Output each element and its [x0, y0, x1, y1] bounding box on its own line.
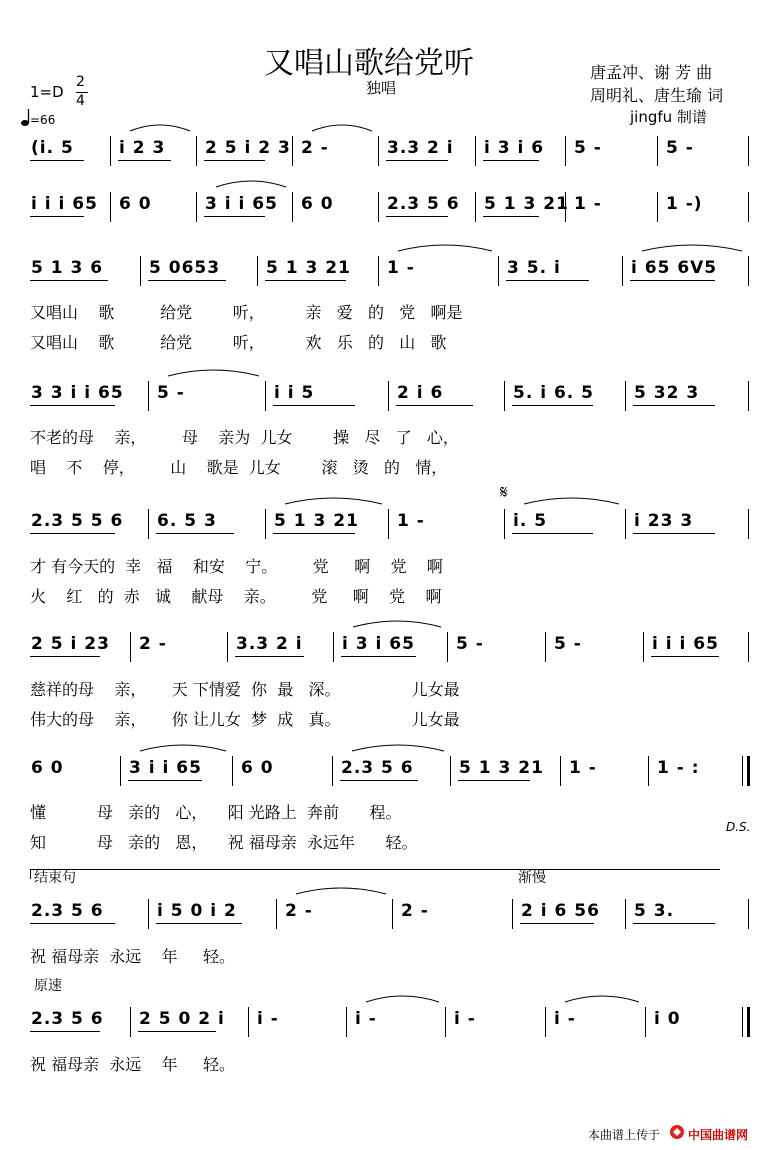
barline: [622, 256, 623, 286]
measure: 3.3 2 i: [236, 634, 303, 654]
slur-mark: [565, 993, 639, 1003]
slur-mark: [130, 122, 190, 132]
barline: [110, 136, 111, 166]
slur-mark: [642, 242, 742, 252]
measure: 3 3 i i 65: [31, 383, 124, 403]
barline: [748, 509, 749, 539]
beam-line: [156, 533, 234, 534]
beam-line: [118, 160, 171, 161]
barline: [498, 256, 499, 286]
measure: 3 5. i: [507, 258, 561, 278]
measure: 5 1 3 21: [484, 194, 569, 214]
beam-line: [512, 533, 593, 534]
barline: [445, 1007, 446, 1037]
measure: 3 i i 65: [205, 194, 278, 214]
tempo-change-label: 渐慢: [518, 870, 546, 886]
site-logo-icon: [668, 1124, 686, 1140]
measure: (i. 5: [31, 138, 74, 158]
barline: [248, 1007, 249, 1037]
beam-line: [506, 280, 589, 281]
measure: 5. i 6. 5: [513, 383, 594, 403]
barline: [196, 192, 197, 222]
measure: 5 -: [574, 138, 602, 158]
beam-line: [630, 280, 715, 281]
beam-line: [633, 405, 715, 406]
barline: [512, 899, 513, 929]
barline: [388, 509, 389, 539]
beam-line: [633, 923, 715, 924]
barline: [504, 381, 505, 411]
measure: 3 i i 65: [129, 758, 202, 778]
barline: [232, 756, 233, 786]
barline: [504, 509, 505, 539]
beam-line: [483, 216, 539, 217]
footer-text: 本曲谱上传于: [588, 1128, 661, 1142]
measure: i 5 0 i 2: [157, 901, 237, 921]
barline: [475, 136, 476, 166]
barline: [625, 509, 626, 539]
barline: [643, 632, 644, 662]
barline: [748, 256, 749, 286]
barline: [120, 756, 121, 786]
measure: 2.3 5 5 6: [31, 511, 124, 531]
measure: i 0: [654, 1009, 681, 1029]
measure: 2 -: [301, 138, 329, 158]
performance-type: 独唱: [366, 79, 397, 97]
beam-line: [30, 1031, 100, 1032]
measure: 5 -: [157, 383, 185, 403]
beam-line: [512, 405, 593, 406]
lyric-line: 才 有今天的 幸 福 和安 宁。 党 啊 党 啊: [30, 557, 443, 576]
barline: [130, 1007, 131, 1037]
beam-line: [148, 280, 226, 281]
measure: i 65 6V5: [631, 258, 718, 278]
measure: 3.3 2 i: [387, 138, 454, 158]
measure: i -: [355, 1009, 377, 1029]
measure: 1 -): [666, 194, 703, 214]
barline: [265, 509, 266, 539]
slur-mark: [398, 242, 492, 252]
measure: 5 32 3: [634, 383, 700, 403]
slur-mark: [296, 885, 386, 895]
lyric-line: 慈祥的母 亲， 天 下情爱 你 最 深。 儿女最: [30, 680, 460, 699]
beam-line: [386, 160, 448, 161]
barline: [748, 381, 749, 411]
measure: i -: [554, 1009, 576, 1029]
ending-bracket-line: [30, 869, 720, 870]
barline: [648, 756, 649, 786]
measure: i 23 3: [634, 511, 694, 531]
lyric-line: 火 红 的 赤 诚 献母 亲。 党 啊 党 啊: [30, 587, 442, 606]
barline: [148, 509, 149, 539]
barline: [657, 136, 658, 166]
barline: [148, 381, 149, 411]
measure: i i 5: [274, 383, 315, 403]
measure: 2 5 i 2 3: [205, 138, 291, 158]
beam-line: [30, 656, 100, 657]
barline: [265, 381, 266, 411]
composer-credit: 唐孟冲、谢 芳 曲: [590, 63, 713, 82]
measure: i 3 i 65: [342, 634, 415, 654]
measure: 6 0: [119, 194, 152, 214]
final-barline: [742, 1007, 750, 1037]
measure: i 3 i 6: [484, 138, 545, 158]
measure: i i i 65: [31, 194, 98, 214]
barline: [333, 632, 334, 662]
segno-icon: 𝄋: [500, 482, 508, 503]
barline: [625, 381, 626, 411]
measure: i -: [454, 1009, 476, 1029]
beam-line: [30, 923, 115, 924]
beam-line: [341, 656, 416, 657]
measure: 2.3 5 6: [341, 758, 414, 778]
barline: [748, 192, 749, 222]
barline: [748, 899, 749, 929]
lyric-line: 知 母 亲的 恩， 祝 福母亲 永远年 轻。: [30, 833, 418, 852]
beam-line: [138, 1031, 216, 1032]
barline: [378, 192, 379, 222]
beam-line: [235, 656, 304, 657]
measure: i i i 65: [652, 634, 719, 654]
beam-line: [30, 216, 84, 217]
measure: 2 i 6: [397, 383, 444, 403]
measure: 5 1 3 21: [266, 258, 351, 278]
measure: 6. 5 3: [157, 511, 217, 531]
measure: 5 0653: [149, 258, 221, 278]
measure: 1 -: [387, 258, 415, 278]
lyric-line: 祝 福母亲 永远 年 轻。: [30, 1055, 236, 1074]
slur-mark: [352, 742, 444, 752]
barline: [748, 632, 749, 662]
beam-line: [483, 160, 539, 161]
measure: 5 -: [554, 634, 582, 654]
section-label: 结束句: [34, 870, 76, 886]
site-name: 中国曲谱网: [688, 1128, 749, 1142]
time-signature-top: 2: [76, 74, 85, 90]
measure: 5 1 3 21: [459, 758, 544, 778]
barline: [560, 756, 561, 786]
barline: [645, 1007, 646, 1037]
barline: [545, 632, 546, 662]
ending-bracket-tick: [30, 869, 31, 879]
slur-mark: [168, 367, 259, 377]
beam-line: [265, 280, 346, 281]
barline: [388, 381, 389, 411]
barline: [227, 632, 228, 662]
measure: 6 0: [241, 758, 274, 778]
section-label: 原速: [34, 978, 62, 994]
barline: [378, 256, 379, 286]
measure: 5 1 3 6: [31, 258, 104, 278]
barline: [450, 756, 451, 786]
time-signature-bottom: 4: [76, 93, 85, 109]
arranger-credit: jingfu 制谱: [630, 108, 707, 126]
barline: [392, 899, 393, 929]
barline: [276, 899, 277, 929]
lyric-line: 祝 福母亲 永远 年 轻。: [30, 947, 236, 966]
beam-line: [204, 160, 265, 161]
beam-line: [30, 533, 115, 534]
measure: 6 0: [301, 194, 334, 214]
barline: [565, 136, 566, 166]
measure: 5 1 3 21: [274, 511, 359, 531]
slur-mark: [524, 495, 619, 505]
lyricist-credit: 周明礼、唐生瑜 词: [590, 86, 724, 105]
barline: [475, 192, 476, 222]
measure: 5 -: [666, 138, 694, 158]
measure: i -: [257, 1009, 279, 1029]
beam-line: [204, 216, 265, 217]
barline: [748, 136, 749, 166]
beam-line: [273, 533, 355, 534]
barline: [130, 632, 131, 662]
slur-mark: [285, 495, 382, 505]
barline: [140, 256, 141, 286]
measure: 1 -: [569, 758, 597, 778]
measure: 5 -: [456, 634, 484, 654]
beam-line: [458, 780, 530, 781]
beam-line: [386, 216, 448, 217]
beam-line: [273, 405, 355, 406]
slur-mark: [366, 993, 439, 1003]
measure: 1 -: [397, 511, 425, 531]
barline: [332, 756, 333, 786]
beam-line: [633, 533, 715, 534]
measure: 1 -: [574, 194, 602, 214]
slur-mark: [312, 122, 372, 132]
dal-segno-mark: D.S.: [726, 820, 751, 834]
barline: [196, 136, 197, 166]
beam-line: [30, 160, 84, 161]
beam-line: [520, 923, 594, 924]
measure: 5 3.: [634, 901, 675, 921]
beam-line: [30, 280, 108, 281]
measure: 2 -: [401, 901, 429, 921]
measure: 2 -: [285, 901, 313, 921]
beam-line: [156, 923, 242, 924]
measure: 2 5 0 2 i: [139, 1009, 225, 1029]
barline: [657, 192, 658, 222]
measure: i. 5: [513, 511, 548, 531]
slur-mark: [353, 618, 441, 628]
tempo-marking: =66: [30, 113, 56, 127]
measure: 2.3 5 6: [387, 194, 460, 214]
beam-line: [651, 656, 719, 657]
song-title: 又唱山歌给党听: [264, 46, 474, 81]
lyric-line: 唱 不 停， 山 歌是 儿女 滚 烫 的 情，: [30, 458, 448, 477]
barline: [545, 1007, 546, 1037]
measure: 2 i 6 56: [521, 901, 600, 921]
measure: 1 - :: [657, 758, 700, 778]
lyric-line: 又唱山 歌 给党 听， 亲 爱 的 党 啊是: [30, 303, 463, 322]
lyric-line: 懂 母 亲的 心， 阳 光路上 奔前 程。: [30, 803, 402, 822]
barline: [148, 899, 149, 929]
lyric-line: 又唱山 歌 给党 听， 欢 乐 的 山 歌: [30, 333, 447, 352]
slur-mark: [140, 742, 226, 752]
measure: 2 5 i 23: [31, 634, 110, 654]
barline: [447, 632, 448, 662]
barline: [625, 899, 626, 929]
barline: [378, 136, 379, 166]
lyric-line: 不老的母 亲， 母 亲为 儿女 操 尽 了 心，: [30, 428, 459, 447]
key-signature: 1=D: [30, 83, 64, 101]
barline: [292, 136, 293, 166]
slur-mark: [216, 178, 286, 188]
barline: [292, 192, 293, 222]
beam-line: [30, 405, 115, 406]
measure: 2.3 5 6: [31, 901, 104, 921]
barline: [110, 192, 111, 222]
measure: 2.3 5 6: [31, 1009, 104, 1029]
lyric-line: 伟大的母 亲， 你 让儿女 梦 成 真。 儿女最: [30, 710, 460, 729]
barline: [257, 256, 258, 286]
beam-line: [128, 780, 202, 781]
barline: [346, 1007, 347, 1037]
final-barline: [742, 756, 750, 786]
measure: i 2 3: [119, 138, 166, 158]
beam-line: [396, 405, 473, 406]
measure: 2 -: [139, 634, 167, 654]
measure: 6 0: [31, 758, 64, 778]
beam-line: [340, 780, 418, 781]
